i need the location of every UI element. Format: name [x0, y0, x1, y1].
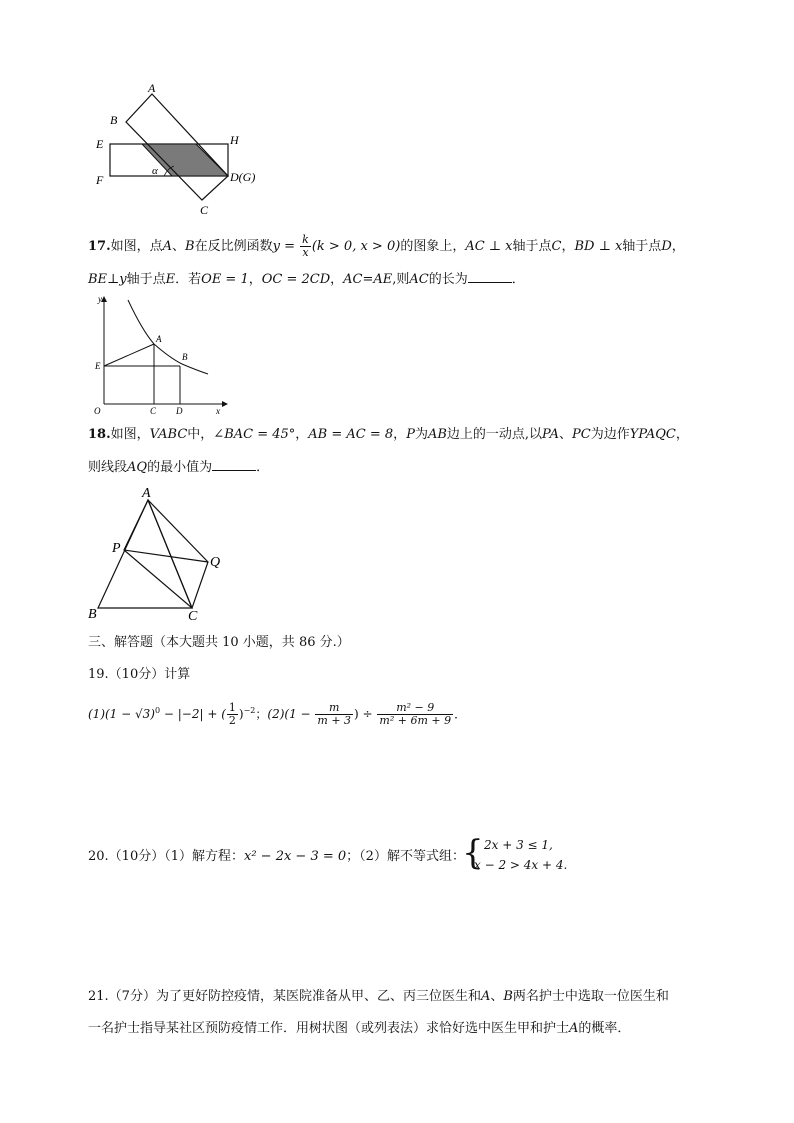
q17-point-c: C [551, 239, 562, 254]
frac-den: m + 3 [317, 714, 352, 727]
q17-comma: ， [330, 272, 344, 287]
label-A: A [148, 81, 156, 95]
q18-text: 的最小值为 [147, 460, 213, 475]
q19-frac1 [315, 702, 353, 727]
q17-fraction [300, 234, 311, 259]
q17-number: 17. [88, 239, 111, 254]
q18-parallelogram: YPAQC [629, 427, 676, 442]
q20-ineq2: x − 2 > 4x + 4. [474, 858, 568, 872]
segment-ea [104, 344, 154, 366]
answer-blank [212, 458, 256, 471]
q18-pa: PA [542, 427, 559, 442]
frac-den: x [302, 246, 309, 259]
q17-text: 的长为 [428, 272, 468, 287]
q18-end: ． [256, 460, 270, 475]
q19-part1b: − |−2| + ( [160, 707, 226, 721]
label-E: E [96, 137, 104, 151]
q19-expression [88, 702, 466, 727]
q17-point-d: D [661, 239, 672, 254]
q18-triangle: VABC [149, 427, 188, 442]
q17-point-b: B [185, 239, 195, 254]
q18-comma: ， [675, 427, 689, 442]
q20-brace: { [462, 833, 484, 873]
q21-text: 的概率． [578, 1021, 631, 1036]
label-O: O [94, 406, 101, 416]
label-B: B [88, 607, 97, 622]
label-P: P [112, 541, 121, 556]
q17-eq: = [279, 239, 300, 254]
q17-text: 轴于点 [126, 272, 166, 287]
q17-text: 轴于点 [622, 239, 662, 254]
q17-comma: ， [248, 272, 262, 287]
q19-frac2 [377, 702, 453, 727]
frac-den: m² + 6m + 9 [379, 714, 452, 727]
q20-text: 20.（10分）（1）解方程： [88, 849, 244, 864]
q17-line2 [88, 270, 525, 289]
label-alpha: α [152, 165, 158, 177]
q21-nurse-b: B [503, 989, 513, 1004]
q18-number: 18. [88, 427, 111, 442]
label-y: y [98, 294, 102, 304]
q19-end: ． [454, 707, 467, 721]
label-C: C [188, 609, 198, 622]
q21-text: 21.（7分）为了更好防控疫情，某医院准备从甲、乙、丙三位医生和 [88, 989, 481, 1004]
q17-end: ． [511, 272, 525, 287]
label-B: B [110, 113, 118, 127]
q18-aq: AQ [127, 460, 148, 475]
label-F: F [96, 173, 104, 187]
q18-line1 [88, 426, 689, 444]
section-heading: 三、解答题（本大题共 10 小题，共 86 分.） [88, 635, 350, 650]
q19-semicolon: ； [255, 707, 268, 721]
q18-sep: 、 [559, 427, 573, 442]
q21-line2 [88, 1020, 630, 1038]
q20-text: ；（2）解不等式组： [346, 849, 465, 864]
label-D: D [176, 406, 183, 416]
q17-y: y [272, 239, 280, 254]
q21-line1 [88, 988, 669, 1006]
q18-pc: PC [572, 427, 591, 442]
q18-text: 中， [187, 427, 214, 442]
q21-sep: 、 [490, 989, 504, 1004]
q18-text: 边上的一动点,以 [446, 427, 543, 442]
q17-oc: OC = 2CD [261, 272, 331, 287]
q17-condition: (k > 0, x > 0) [311, 239, 401, 254]
q19-exp-neg2: −2 [243, 706, 256, 715]
q17-comma: ， [561, 239, 575, 254]
q17-be-perp: BE⊥y [88, 272, 127, 287]
q20-ineq1: 2x + 3 ≤ 1, [484, 838, 553, 852]
figure-q17 [90, 294, 230, 416]
frac-den: 2 [228, 714, 236, 727]
q18-angle: ∠BAC = 45° [213, 427, 296, 442]
q17-point-a: A [162, 239, 173, 254]
q17-text: ．若 [175, 272, 202, 287]
q18-ab-ac: AB = AC = 8 [308, 427, 394, 442]
label-E: E [95, 361, 101, 371]
q20-equation: x² − 2x − 3 = 0 [244, 849, 347, 864]
q18-text: 为 [414, 427, 428, 442]
q17-line1 [88, 234, 685, 259]
q17-text: ,则 [392, 272, 410, 287]
q19-part2: (2)(1 − [267, 707, 315, 721]
label-Q: Q [210, 555, 221, 570]
q18-comma: ， [295, 427, 309, 442]
q21-nurse-a: A [569, 1021, 579, 1036]
q18-ab: AB [427, 427, 447, 442]
hyperbola-curve [128, 300, 208, 374]
label-D: D(G) [230, 170, 256, 184]
q17-text: 如图，点 [110, 239, 163, 254]
label-A: A [156, 334, 162, 344]
label-H: H [230, 133, 239, 147]
q21-text: 两名护士中选取一位医生和 [512, 989, 669, 1004]
q18-text: 如图， [110, 427, 150, 442]
q18-line2 [88, 458, 269, 477]
q17-comma: ， [671, 239, 685, 254]
q17-point-e: E [165, 272, 176, 287]
q17-sep: 、 [172, 239, 186, 254]
answer-blank [468, 270, 512, 283]
q18-comma: ， [393, 427, 407, 442]
q18-point-p: P [406, 427, 415, 442]
q17-text: 的图象上， [400, 239, 466, 254]
q19-paren: ) [238, 707, 244, 721]
q19-exp0: 0 [154, 706, 161, 715]
q17-oe: OE = 1 [201, 272, 249, 287]
label-B: B [182, 352, 188, 362]
q21-text: 一名护士指导某社区预防疫情工作．用树状图（或列表法）求恰好选中医生甲和护士 [88, 1021, 570, 1036]
q17-bd-perp: BD ⊥ x [574, 239, 623, 254]
label-C: C [150, 406, 157, 416]
figure-q16 [90, 80, 280, 220]
q17-text: 在反比例函数 [194, 239, 273, 254]
frac-num: k [302, 233, 309, 246]
q19-part1: (1)(1 − √3) [88, 707, 155, 721]
q19-divide: ) ÷ [354, 707, 377, 721]
q17-text: 轴于点 [512, 239, 552, 254]
figure-q18 [84, 484, 234, 622]
frac-num: 1 [228, 701, 236, 714]
parallelogram-paqc [124, 500, 208, 608]
q21-nurse-a: A [480, 989, 491, 1004]
q18-text: 则线段 [88, 460, 128, 475]
q20-line [88, 848, 465, 866]
frac-num: m [315, 702, 353, 715]
x-arrow [222, 401, 228, 407]
q17-ac-ae: AC=AE [343, 272, 393, 287]
label-x: x [216, 406, 220, 416]
q19-half [227, 702, 238, 727]
label-A: A [142, 486, 151, 501]
label-C: C [200, 203, 209, 217]
q19-heading: 19.（10分）计算 [88, 667, 191, 682]
q17-ac: AC [409, 272, 429, 287]
q18-text: 为边作 [590, 427, 630, 442]
q17-ac-perp: AC ⊥ x [465, 239, 513, 254]
frac-num: m² − 9 [377, 702, 453, 715]
